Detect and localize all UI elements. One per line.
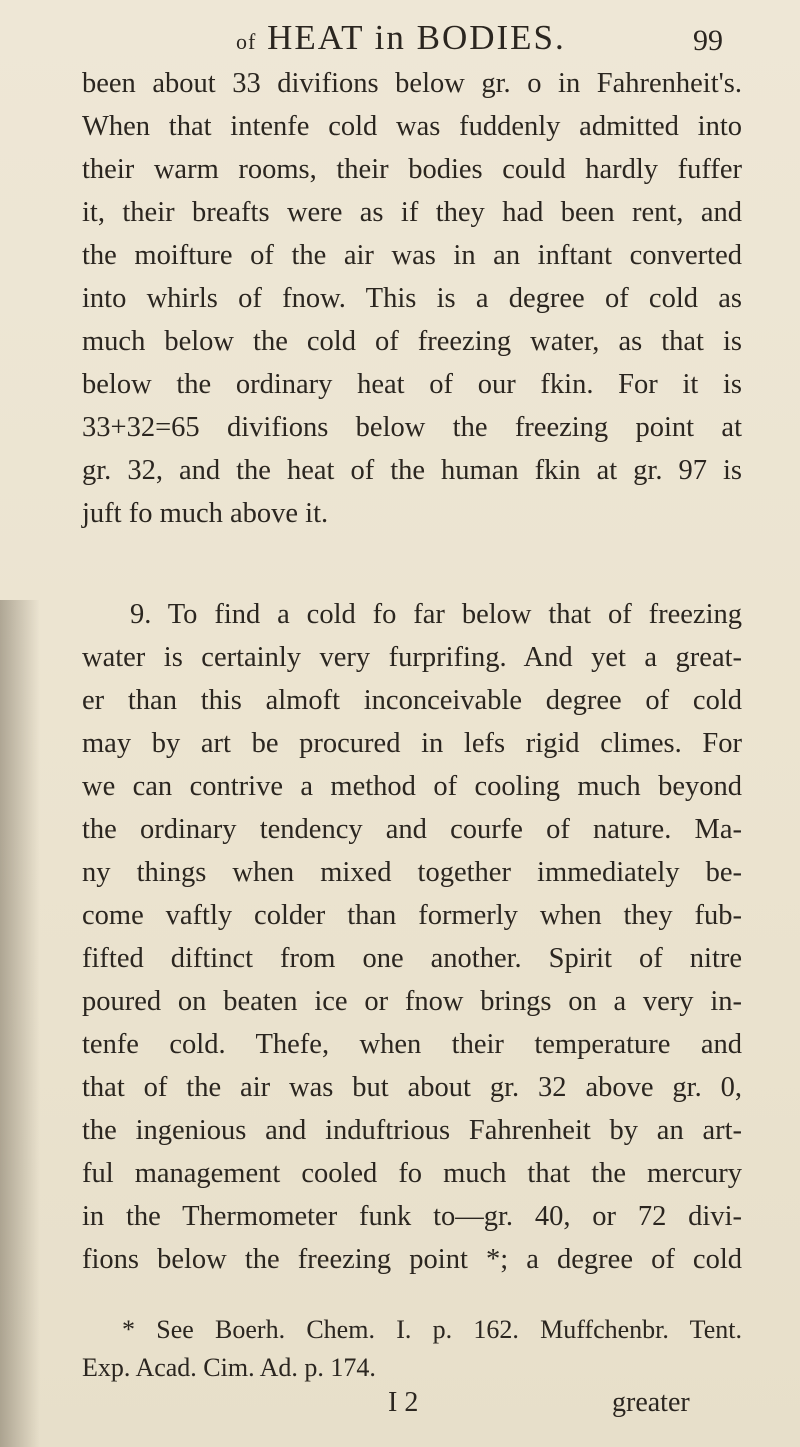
text-line: 9. To find a cold fo far below that of freezing bbox=[130, 599, 742, 630]
text-line: er than this almoft inconceivable degree of cold bbox=[82, 685, 742, 716]
footnote-gap bbox=[82, 1281, 742, 1311]
text-line: in the Thermometer funk to—gr. 40, or 72 divi- bbox=[82, 1201, 742, 1232]
body-text bbox=[82, 62, 742, 1427]
text-line: been about 33 divifions below gr. o in Fahrenheit's. bbox=[82, 68, 742, 99]
catchword: greater bbox=[612, 1387, 690, 1418]
text-line: the ordinary tendency and courfe of nature. Ma- bbox=[82, 814, 742, 845]
running-head-title: HEAT in BODIES. bbox=[267, 18, 566, 57]
paragraph-1 bbox=[82, 62, 742, 535]
binding-shadow bbox=[0, 600, 40, 1447]
text-line: much below the cold of freezing water, as that is bbox=[82, 326, 742, 357]
page-number: 99 bbox=[693, 24, 723, 57]
footnote bbox=[82, 1311, 742, 1387]
text-line: come vaftly colder than formerly when they fub- bbox=[82, 900, 742, 931]
running-head bbox=[236, 18, 566, 58]
footnote-line: * See Boerh. Chem. I. p. 162. Muffchenbr. Tent. bbox=[122, 1315, 742, 1344]
paragraph-2 bbox=[82, 593, 742, 1281]
paragraph-gap bbox=[82, 535, 742, 593]
text-line: ny things when mixed together immediately be- bbox=[82, 857, 742, 888]
text-line: fions below the freezing point *; a degree of cold bbox=[82, 1244, 742, 1275]
text-line: tenfe cold. Thefe, when their temperature and bbox=[82, 1029, 742, 1060]
text-line: may by art be procured in lefs rigid climes. For bbox=[82, 728, 742, 759]
text-line: it, their breafts were as if they had been rent, and bbox=[82, 197, 742, 228]
text-line: ful management cooled fo much that the mercury bbox=[82, 1158, 742, 1189]
text-line: fifted diftinct from one another. Spirit of nitre bbox=[82, 943, 742, 974]
text-line: into whirls of fnow. This is a degree of cold as bbox=[82, 283, 742, 314]
signature-mark: I 2 bbox=[388, 1387, 419, 1418]
footnote-line: Exp. Acad. Cim. Ad. p. 174. bbox=[82, 1353, 376, 1382]
text-line: the ingenious and induftrious Fahrenheit by an art- bbox=[82, 1115, 742, 1146]
text-line: the moifture of the air was in an inftant converted bbox=[82, 240, 742, 271]
text-line: When that intenfe cold was fuddenly admitted into bbox=[82, 111, 742, 142]
text-line: gr. 32, and the heat of the human fkin at gr. 97 is bbox=[82, 455, 742, 486]
text-line: that of the air was but about gr. 32 above gr. 0, bbox=[82, 1072, 742, 1103]
text-line: below the ordinary heat of our fkin. For it is bbox=[82, 369, 742, 400]
text-line: we can contrive a method of cooling much beyond bbox=[82, 771, 742, 802]
text-line: poured on beaten ice or fnow brings on a very in- bbox=[82, 986, 742, 1017]
text-line: their warm rooms, their bodies could hardly fuffer bbox=[82, 154, 742, 185]
text-line: water is certainly very furprifing. And yet a great- bbox=[82, 642, 742, 673]
text-line: 33+32=65 divifions below the freezing point at bbox=[82, 412, 742, 443]
text-line: juft fo much above it. bbox=[82, 498, 329, 529]
running-head-prefix: of bbox=[236, 29, 257, 54]
page-footer bbox=[82, 1387, 742, 1427]
